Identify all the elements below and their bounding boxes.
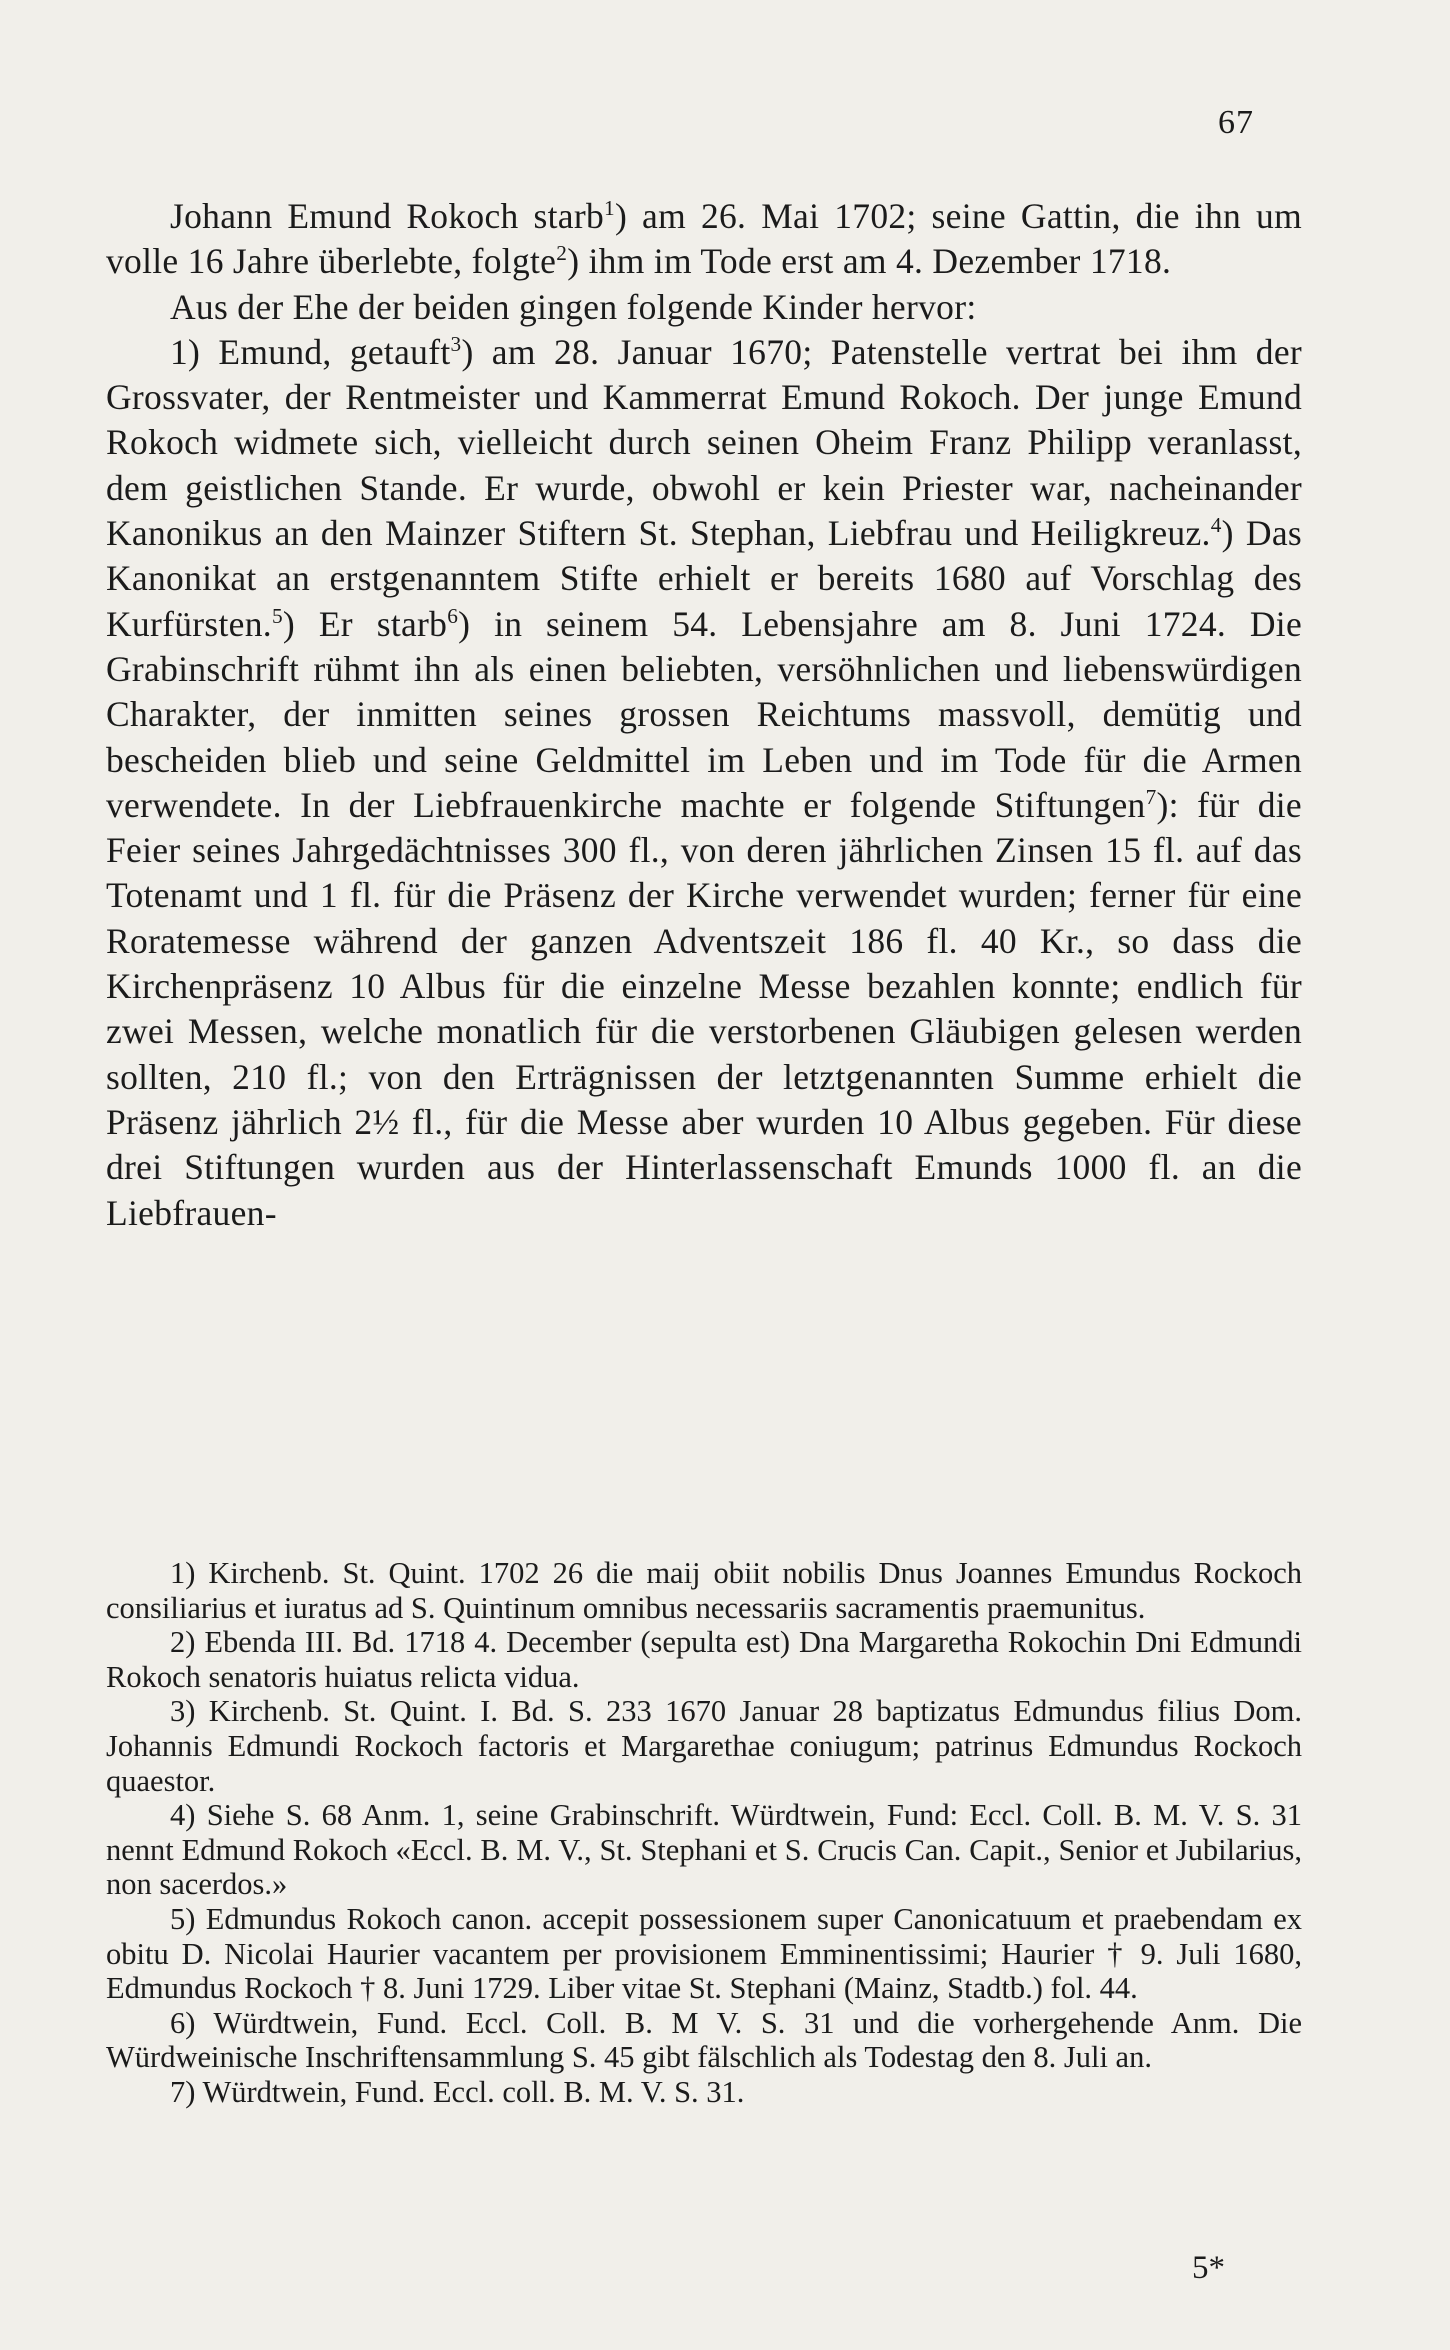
footnotes [106, 1556, 1302, 2110]
text-run: ) Das Kanonikat an erstgenanntem Stifte erhielt er bereits 1680 auf Vorschlag des Kurfürsten. [106, 513, 1302, 644]
signature-mark: 5* [1192, 2250, 1225, 2286]
text-run: ) am 28. Januar 1670; Patenstelle vertrat bei ihm der Grossvater, der Rentmeister und Kammerrat Emund Rokoch. Der junge Emund Rokoch widmete sich, vielleicht durch seinen Oheim Franz Philipp veranlasst, dem geistlichen Stande. Er wurde, obwohl er kein Priester war, nacheinander Kanonikus an den Mainzer Stiftern St. Stephan, Liebfrau und Heiligkreuz. [106, 331, 1303, 554]
footnote-6: 6) Würdtwein, Fund. Eccl. Coll. B. M V. S. 31 und die vorhergehende Anm. Die Würdweinische Inschriftensammlung S. 45 gibt fälschlich als Todestag den 8. Juli an. [106, 2005, 1302, 2075]
footnote-4: 4) Siehe S. 68 Anm. 1, seine Grabinschrift. Würdtwein, Fund: Eccl. Coll. B. M. V. S. 31 nennt Edmund Rokoch «Eccl. B. M. V., St. Stephani et S. Crucis Can. Capit., Senior et Jubilarius, non sacerdos.» [106, 1798, 1302, 1902]
text-run: ): für die Feier seines Jahrgedächtnisses 300 fl., von deren jährlichen Zinsen 15 fl. auf das Totenamt und 1 fl. für die Präsenz der Kirche verwendet wurden; ferner für eine Roratemesse während der ganzen Adventszeit 186 fl. 40 Kr., so dass die Kirchenpräsenz 10 Albus für die einzelne Messe bezahlen konnte; endlich für zwei Messen, welche monatlich für die verstorbenen Gläubigen gelesen werden sollten, 210 fl.; von den Erträgnissen der letztgenannten Summe erhielt die Präsenz jährlich 2½ fl., für die Messe aber wurden 10 Albus gegeben. Für diese drei Stiftungen wurden aus der Hinterlassenschaft Emunds 1000 fl. an die Liebfrauen- [106, 784, 1302, 1233]
paragraph-children-intro: Aus der Ehe der beiden gingen folgende Kinder hervor: [170, 286, 977, 327]
footnote-1: 1) Kirchenb. St. Quint. 1702 26 die maij obiit nobilis Dnus Joannes Emundus Rockoch consiliarius et iuratus ad S. Quintinum omnibus necessariis sacramentis praemunitus. [106, 1556, 1302, 1625]
main-text [106, 194, 1302, 1236]
text-run: ) Er starb [282, 603, 448, 644]
paragraph-emund [106, 330, 1302, 1236]
footnote-2: 2) Ebenda III. Bd. 1718 4. December (sepulta est) Dna Margaretha Rokochin Dni Edmundi Rokoch senatoris huiatus relicta vidua. [106, 1625, 1302, 1694]
footnote-5: 5) Edmundus Rokoch canon. accepit possessionem super Canonicatuum et praebendam ex obitu D. Nicolai Haurier vacantem per provisionem Emminentissimi; Haurier † 9. Juli 1680, Edmundus Rockoch † 8. Juni 1729. Liber vitae St. Stephani (Mainz, Stadtb.) fol. 44. [106, 1901, 1302, 2006]
paragraph-death-johann-emund [106, 194, 1302, 285]
footnote-3: 3) Kirchenb. St. Quint. I. Bd. S. 233 1670 Januar 28 baptizatus Edmundus filius Dom. Johannis Edmundi Rockoch factoris et Margarethae coniugum; patrinus Edmundus Rockoch quaestor. [106, 1694, 1302, 1798]
text-run: ) am 26. Mai 1702; seine Gattin, die ihn um volle 16 Jahre überlebte, folgte [106, 196, 1302, 282]
footnote-ref-5: 5 [271, 603, 283, 628]
footnote-ref-2: 2 [556, 241, 568, 266]
page-number: 67 [1218, 104, 1254, 141]
footnote-7: 7) Würdtwein, Fund. Eccl. coll. B. M. V. S. 31. [170, 2074, 745, 2109]
footnote-ref-6: 6 [447, 603, 459, 628]
text-run: 1) Emund, getauft [170, 331, 451, 372]
text-run: Johann Emund Rokoch starb [170, 196, 605, 236]
text-run: ) ihm im Tode erst am 4. Dezember 1718. [567, 241, 1172, 282]
footnote-ref-7: 7 [1145, 785, 1157, 810]
footnote-ref-4: 4 [1210, 513, 1222, 538]
footnote-ref-3: 3 [450, 332, 462, 357]
footnote-ref-1: 1 [604, 196, 615, 221]
text-run: ) in seinem 54. Lebensjahre am 8. Juni 1724. Die Grabinschrift rühmt ihn als einen beliebten, versöhnlichen und liebenswürdigen Charakter, der inmitten seines grossen Reichtums massvoll, demütig und bescheiden blieb und seine Geldmittel im Leben und im Tode für die Armen verwendete. In der Liebfrauenkirche machte er folgende Stiftungen [106, 603, 1302, 825]
